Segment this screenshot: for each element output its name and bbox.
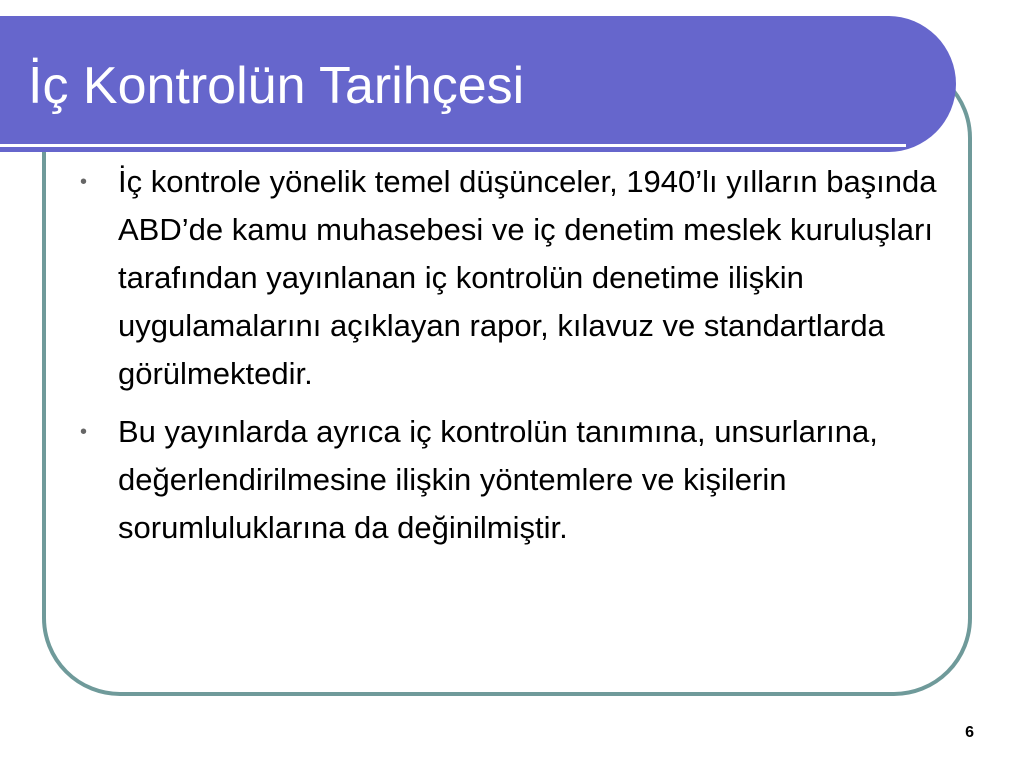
- title-bar: [0, 16, 956, 152]
- bullet-item: [76, 158, 946, 398]
- bullet-dot-icon: •: [80, 421, 88, 443]
- page-number: 6: [965, 724, 974, 741]
- bullet-text: Bu yayınlarda ayrıca iç kontrolün tanımına, unsurlarına, değerlendirilmesine ilişkin yöntemlere ve kişilerin sorumluluklarına da değinilmiştir.: [118, 414, 878, 545]
- bullet-dot-icon: •: [80, 171, 88, 193]
- bullet-item: [76, 408, 946, 552]
- bullet-list: [76, 158, 946, 562]
- title-underline: [0, 144, 906, 147]
- slide-title: İç Kontrolün Tarihçesi: [28, 57, 525, 115]
- bullet-text: İç kontrole yönelik temel düşünceler, 1940’lı yılların başında ABD’de kamu muhasebesi ve iç denetim meslek kuruluşları tarafından yayınlanan iç kontrolün denetime ilişkin uygulamalarını açıklayan rapor, kılavuz ve standartlarda görülmektedir.: [118, 164, 937, 391]
